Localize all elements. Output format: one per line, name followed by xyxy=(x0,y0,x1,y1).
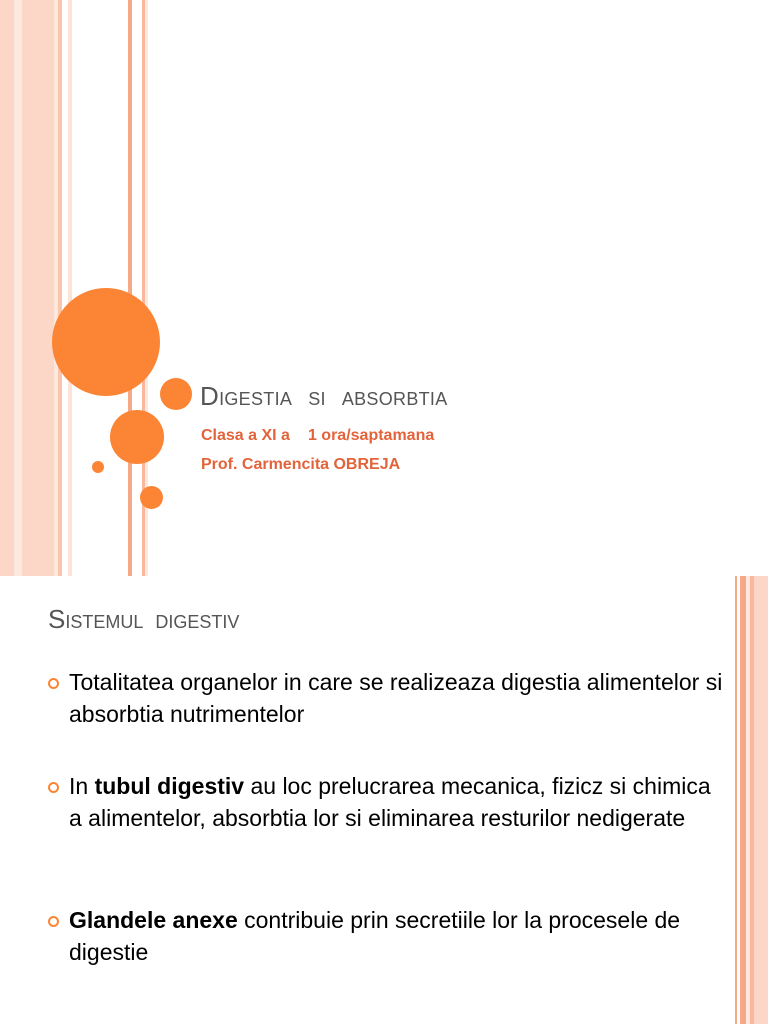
decorative-circle-dot xyxy=(92,461,104,473)
bullet-text: contribuie prin secretiile lor la procesele de digestie xyxy=(69,907,681,965)
bullet-bold-text: tubul digestiv xyxy=(94,773,245,799)
decorative-stripe xyxy=(58,0,62,576)
decorative-circle-large xyxy=(52,288,160,396)
bullet-bold-text: Glandele anexe xyxy=(69,907,238,933)
bullet-text: Totalitatea organelor in care se realizeaza digestia alimentelor si absorbtia nutrimentelor xyxy=(69,669,723,727)
decorative-circle-small xyxy=(140,486,163,509)
content-slide xyxy=(0,576,768,1024)
decorative-stripe xyxy=(754,576,768,1024)
title-word: si xyxy=(308,381,326,411)
title-word: Sistemul xyxy=(48,604,144,634)
decorative-stripe xyxy=(68,0,72,576)
hours-label: 1 ora/saptamana xyxy=(307,427,435,444)
title-word: absorbtia xyxy=(341,381,448,411)
bullet-text: In xyxy=(69,773,95,799)
decorative-circle-small xyxy=(160,378,192,410)
bullet-circle-icon xyxy=(48,678,59,689)
slide-title xyxy=(200,381,448,412)
bullet-item xyxy=(69,904,729,968)
bullet-circle-icon xyxy=(48,916,59,927)
decorative-stripe xyxy=(22,0,54,576)
decorative-circle-medium xyxy=(110,410,164,464)
class-label: Clasa a XI a xyxy=(201,427,290,444)
bullet-item xyxy=(69,770,729,834)
decorative-stripe xyxy=(735,576,737,1024)
decorative-stripe xyxy=(128,0,132,576)
bullet-item xyxy=(69,666,729,730)
bullet-text: au loc prelucrarea mecanica, fizicz si chimica a alimentelor, absorbtia lor si eliminarea resturilor nedigerate xyxy=(69,773,711,831)
title-word: digestiv xyxy=(155,604,240,634)
subtitle-class xyxy=(201,427,434,445)
subtitle-author: Prof. Carmencita OBREJA xyxy=(201,456,401,473)
decorative-stripe xyxy=(14,0,22,576)
decorative-stripe xyxy=(0,0,14,576)
bullet-circle-icon xyxy=(48,782,59,793)
title-word: Digestia xyxy=(200,381,293,411)
slide-title xyxy=(48,604,239,635)
